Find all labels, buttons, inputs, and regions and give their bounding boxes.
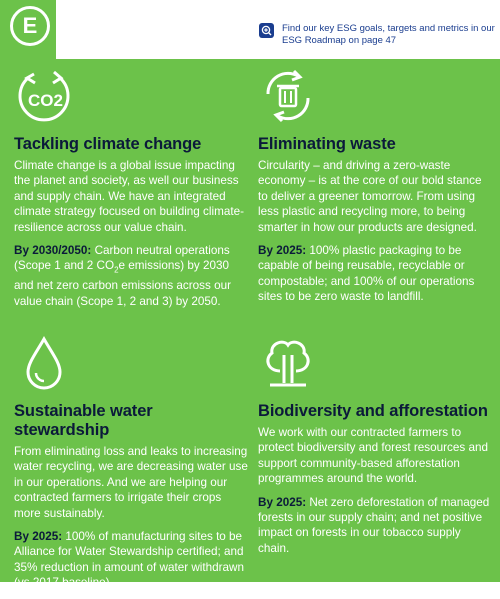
waste-target-label: By 2025: [258,244,307,258]
waste-target-text: 100% plastic packaging to be capable of being reusable, recyclable or compostable; and 100% of our operations sites to be zero waste to landfill. [258,244,475,304]
climate-target-text-post: e emissions) by 2030 and net zero carbon emissions across our value chain (Scope 1, 2 and 3) by 2050. [14,259,231,308]
section-climate [14,68,246,317]
biodiversity-title: Biodiversity and afforestation [258,402,488,420]
climate-target [14,243,246,309]
waste-body: Circularity – and driving a zero-waste economy – is at the core of our bold stance to deliver a greener tomorrow. From using less plastic and recycling more, to being smarter in how our products are designed. [258,159,482,234]
waste-title: Eliminating waste [258,135,396,153]
climate-target-text-pre: Carbon neutral operations (Scope 1 and 2 CO [14,244,230,273]
section-badge [10,6,50,46]
climate-title: Tackling climate change [14,135,202,153]
section-biodiversity [258,335,494,564]
roadmap-text[interactable]: Find our key ESG goals, targets and metrics in our ESG Roadmap on page 47 [282,23,495,46]
section-waste [258,68,494,313]
water-body: From eliminating loss and leaks to increasing water recycling, we are decreasing water use in our operations. And we are helping our contracted farmers to irrigate their crops more sustainably. [14,445,248,520]
co2-icon-text: CO2 [28,91,63,110]
biodiversity-target-text: Net zero deforestation of managed forests in our supply chain; and net positive impact on forests in our tobacco supply chain. [258,495,490,555]
recycle-bin-icon [258,68,318,124]
section-badge-letter: E [22,13,38,38]
water-title: Sustainable water stewardship [14,402,153,439]
biodiversity-body: We work with our contracted farmers to protect biodiversity and forest resources and support community-based afforestation programmes around the world. [258,426,488,486]
zoom-plus-icon [259,23,274,38]
section-water [14,335,250,599]
water-target-text: 100% of manufacturing sites to be Alliance for Water Stewardship certified; and 35% reduction in amount of water withdrawn (vs 2017 baseline). [14,530,244,590]
climate-target-label: By 2030/2050: [14,244,92,258]
climate-body: Climate change is a global issue impacting the planet and society, as well our business and supply chain. We have an integrated climate strategy focused on building climate-resilience across our value chain. [14,159,244,234]
water-drop-icon [14,335,74,391]
water-target-label: By 2025: [14,530,63,544]
water-target [14,529,250,591]
biodiversity-target [258,495,494,557]
waste-target [258,243,494,305]
biodiversity-target-label: By 2025: [258,495,307,509]
co2-icon [14,68,74,124]
tree-icon [258,335,318,391]
climate-target-sub: 2 [114,265,119,275]
esg-roadmap-link[interactable] [259,23,499,46]
